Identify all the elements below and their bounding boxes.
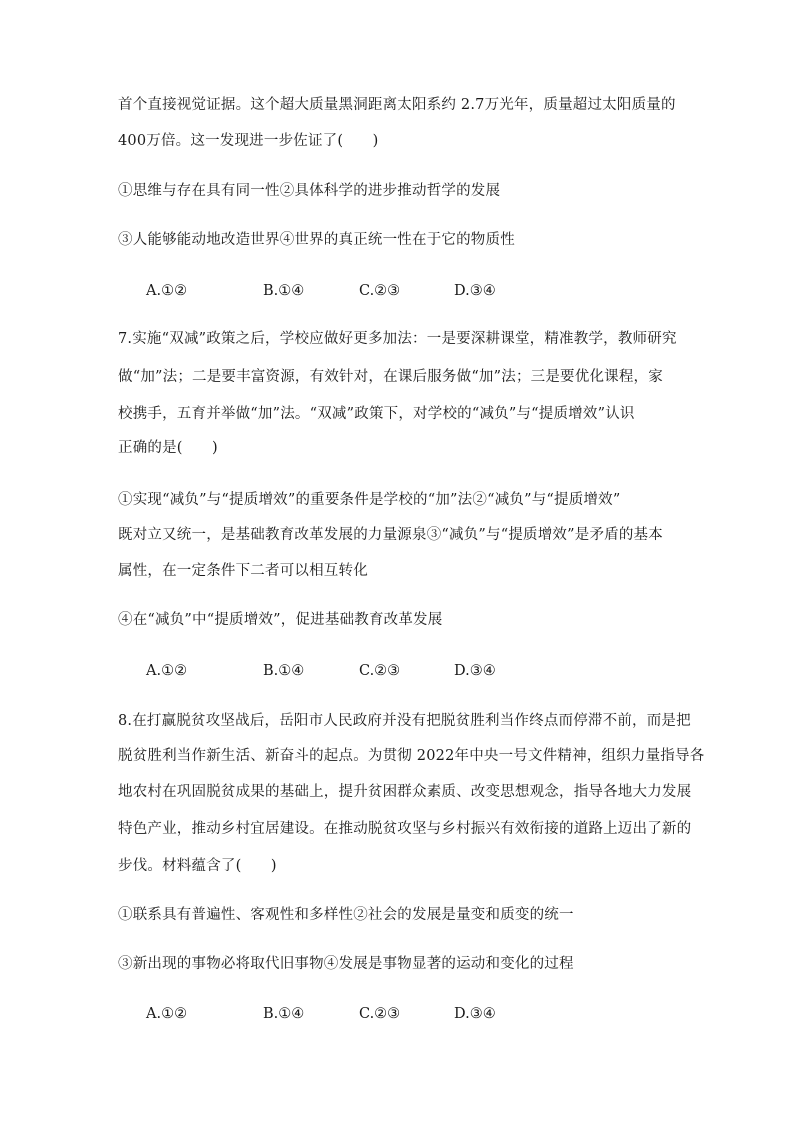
q6-option-d[interactable]: D.③④ bbox=[454, 283, 496, 299]
q8-option-d[interactable]: D.③④ bbox=[454, 1006, 496, 1022]
q6-option-a[interactable]: A.①② bbox=[146, 283, 188, 299]
q7-option-b[interactable]: B.①④ bbox=[263, 663, 305, 679]
q7-text-line-3: 校携手，五育并举做“加”法。“双减”政策下，对学校的“减负”与“提质增效”认识 bbox=[118, 406, 635, 422]
q6-text-line-1: 首个直接视觉证据。这个超大质量黑洞距离太阳系约 2.7万光年，质量超过太阳质量的 bbox=[118, 97, 676, 113]
q7-statement-line-3: 属性，在一定条件下二者可以相互转化 bbox=[118, 563, 368, 579]
q7-text-line-2: 做“加”法；二是要丰富资源，有效针对，在课后服务做“加”法；三是要优化课程，家 bbox=[118, 369, 663, 385]
q7-option-d[interactable]: D.③④ bbox=[454, 663, 496, 679]
q7-text-line-1: 7.实施“双减”政策之后，学校应做好更多加法：一是要深耕课堂，精准教学，教师研究 bbox=[118, 331, 677, 347]
q8-text-line-5: 步伐。材料蕴含了( ) bbox=[118, 858, 277, 874]
q8-text-line-3: 地农村在巩固脱贫成果的基础上，提升贫困群众素质、改变思想观念，指导各地大力发展 bbox=[118, 784, 692, 800]
q6-statement-3-4: ③人能够能动地改造世界④世界的真正统一性在于它的物质性 bbox=[118, 232, 515, 248]
q7-statement-line-1: ①实现“减负”与“提质增效”的重要条件是学校的“加”法②“减负”与“提质增效” bbox=[118, 492, 621, 508]
q7-option-c[interactable]: C.②③ bbox=[359, 663, 401, 679]
q7-text-line-4: 正确的是( ) bbox=[118, 440, 218, 456]
q7-option-a[interactable]: A.①② bbox=[146, 663, 188, 679]
q6-statement-1-2: ①思维与存在具有同一性②具体科学的进步推动哲学的发展 bbox=[118, 183, 501, 199]
q8-option-a[interactable]: A.①② bbox=[146, 1006, 188, 1022]
q6-text-line-2: 400万倍。这一发现进一步佐证了( ) bbox=[118, 133, 379, 149]
q8-statement-1-2: ①联系具有普遍性、客观性和多样性②社会的发展是量变和质变的统一 bbox=[118, 907, 574, 923]
q8-option-b[interactable]: B.①④ bbox=[263, 1006, 305, 1022]
q8-text-line-2: 脱贫胜利当作新生活、新奋斗的起点。为贯彻 2022年中央一号文件精神，组织力量指导各 bbox=[118, 748, 705, 764]
q8-text-line-4: 特色产业，推动乡村宜居建设。在推动脱贫攻坚与乡村振兴有效衔接的道路上迈出了新的 bbox=[118, 821, 692, 837]
q8-option-c[interactable]: C.②③ bbox=[359, 1006, 401, 1022]
q7-statement-line-2: 既对立又统一，是基础教育改革发展的力量源泉③“减负”与“提质增效”是矛盾的基本 bbox=[118, 527, 663, 543]
q8-statement-3-4: ③新出现的事物必将取代旧事物④发展是事物显著的运动和变化的过程 bbox=[118, 956, 574, 972]
q6-option-c[interactable]: C.②③ bbox=[359, 283, 401, 299]
q8-text-line-1: 8.在打赢脱贫攻坚战后，岳阳市人民政府并没有把脱贫胜利当作终点而停滞不前，而是把 bbox=[118, 713, 691, 729]
q6-option-b[interactable]: B.①④ bbox=[263, 283, 305, 299]
q7-statement-line-4: ④在“减负”中“提质增效”，促进基础教育改革发展 bbox=[118, 612, 443, 628]
